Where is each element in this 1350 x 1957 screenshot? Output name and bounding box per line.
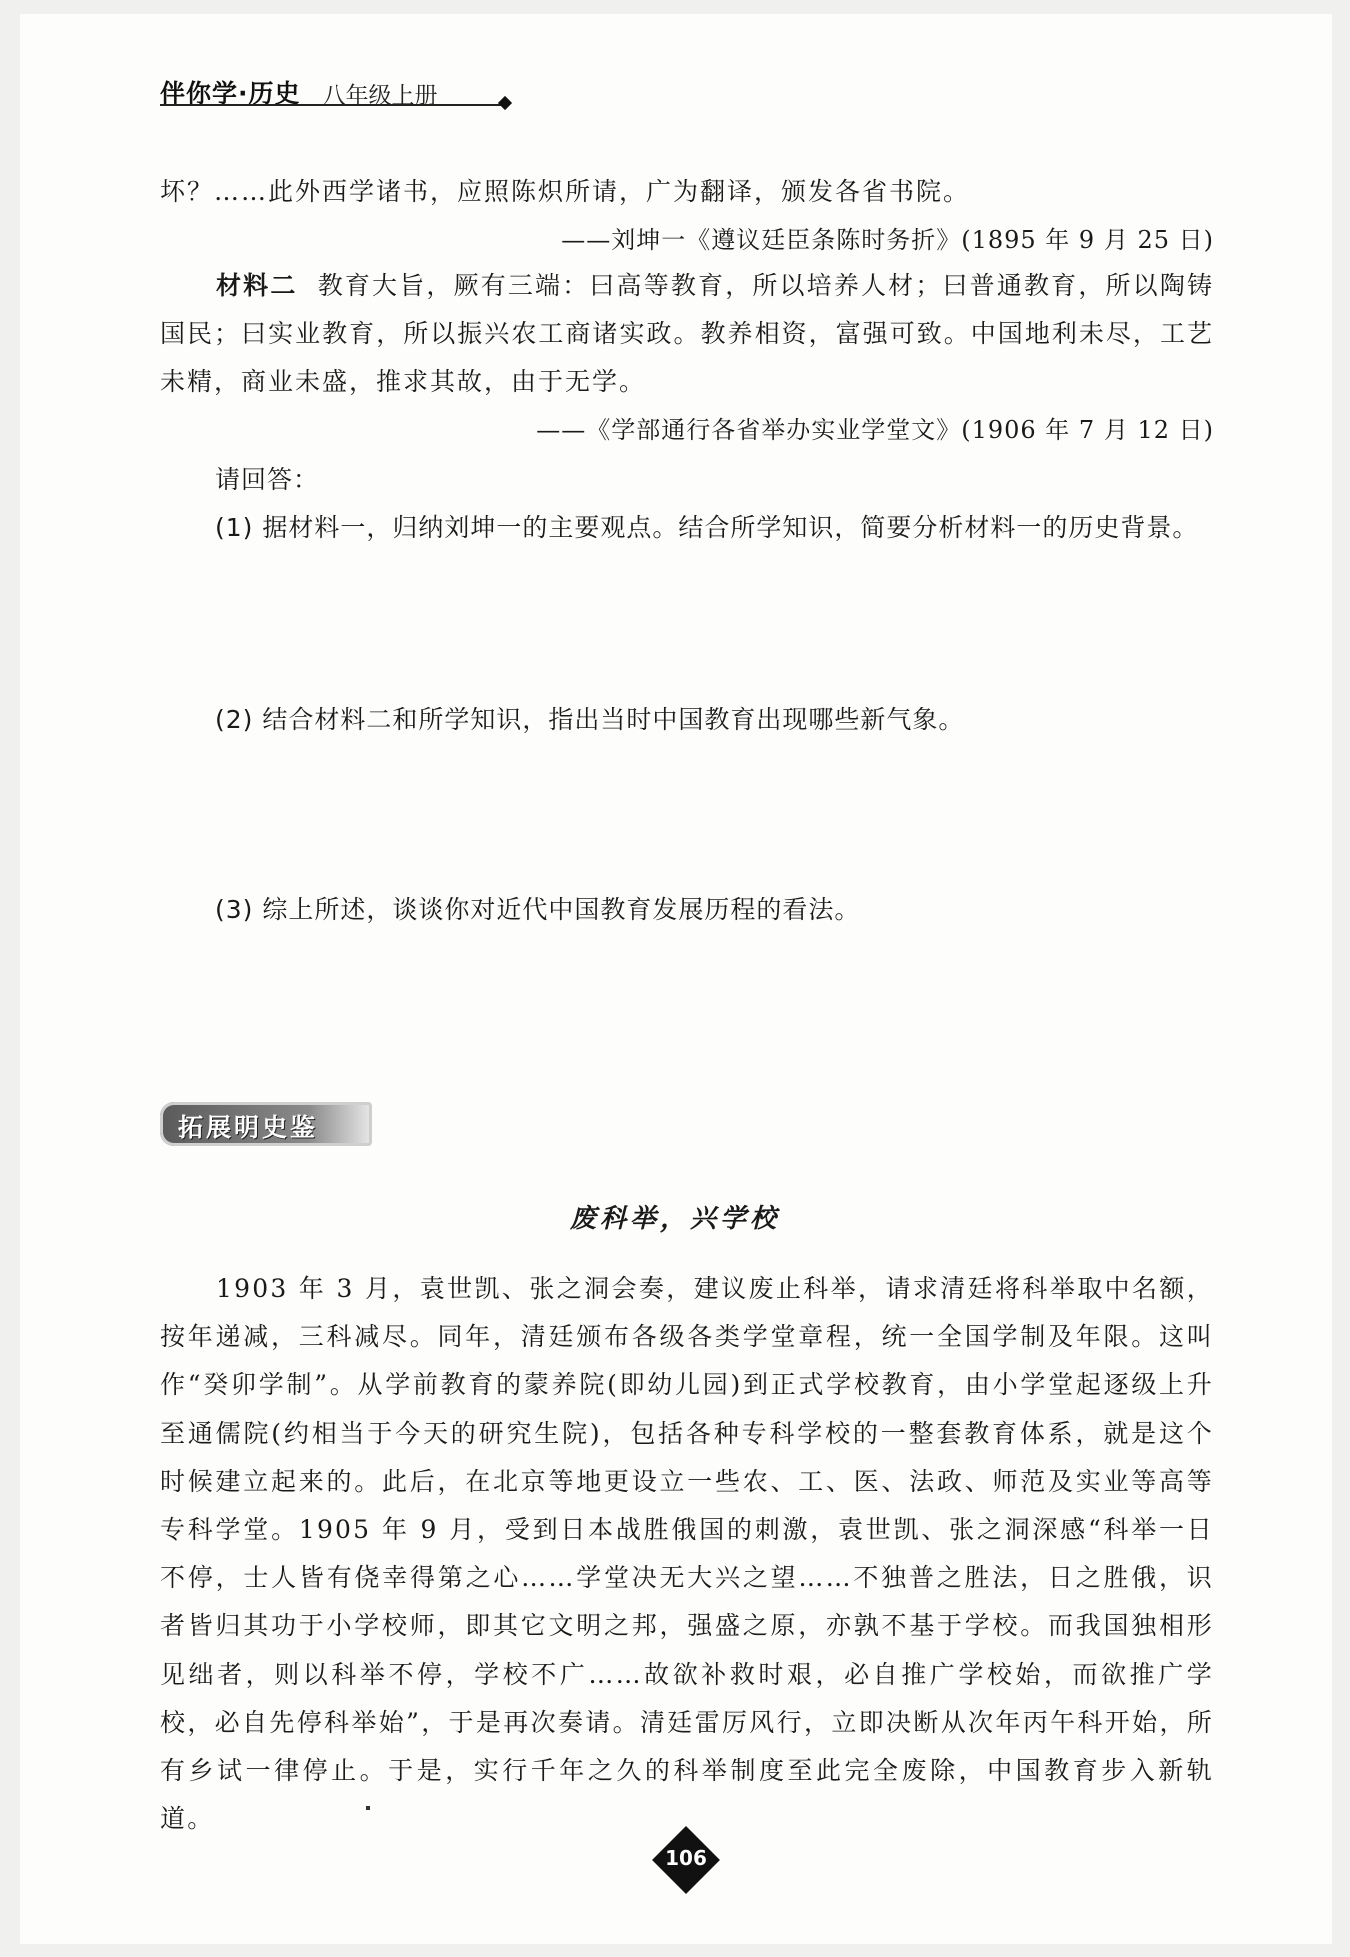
material2-paragraph [160, 262, 1214, 406]
material2-source: ——《学部通行各省举办实业学堂文》(1906 年 7 月 12 日) [536, 416, 1214, 444]
section-badge-label: 拓展明史鉴 [178, 1113, 319, 1142]
stray-dot [366, 1806, 370, 1810]
material2-label: 材料二 [216, 271, 298, 300]
question-1: (1) 据材料一，归纳刘坤一的主要观点。结合所学知识，简要分析材料一的历史背景。 [215, 513, 1199, 542]
article-title: 废科举，兴学校 [569, 1204, 780, 1234]
book-brand: 伴你学·历史 [160, 79, 301, 108]
question-prompt: 请回答： [215, 465, 320, 494]
material1-tail: 坏？……此外西学诸书，应照陈炽所请，广为翻译，颁发各省书院。 [160, 177, 971, 206]
material1-source: ——刘坤一《遵议廷臣条陈时务折》(1895 年 9 月 25 日) [561, 226, 1214, 254]
material2-text: 教育大旨，厥有三端：曰高等教育，所以培养人材；曰普通教育，所以陶铸国民；曰实业教育，所以振兴农工商诸实政。教养相资，富强可致。中国地利未尽，工艺未精，商业未盛，推求其故，由于无学。 [160, 271, 1214, 396]
section-badge [160, 1102, 372, 1146]
question-3: (3) 综上所述，谈谈你对近代中国教育发展历程的看法。 [215, 895, 861, 924]
question-2: (2) 结合材料二和所学知识，指出当时中国教育出现哪些新气象。 [215, 705, 965, 734]
page-number: 106 [665, 1846, 707, 1870]
grade-label: 八年级上册 [322, 83, 438, 109]
header-rule [160, 104, 505, 106]
article-body: 1903 年 3 月，袁世凯、张之洞会奏，建议废止科举，请求清廷将科举取中名额，按年递减，三科减尽。同年，清廷颁布各级各类学堂章程，统一全国学制及年限。这叫作“癸卯学制”。从学前教育的蒙养院(即幼儿园)到正式学校教育，由小学堂起逐级上升至通儒院(约相当于今天的研究生院)，包括各种专科学校的一整套教育体系，就是这个时候建立起来的。此后，在北京等地更设立一些农、工、医、法政、师范及实业等高等专科学堂。1905 年 9 月，受到日本战胜俄国的刺激，袁世凯、张之洞深感“科举一日不停，士人皆有侥幸得第之心……学堂决无大兴之望……不独普之胜法，日之胜俄，识者皆归其功于小学校师，即其它文明之邦，强盛之原，亦孰不基于学校。而我国独相形见绌者，则以科举不停，学校不广……故欲补救时艰，必自推广学校始，而欲推广学校，必自先停科举始”，于是再次奏请。清廷雷厉风行，立即决断从次年丙午科开始，所有乡试一律停止。于是，实行千年之久的科举制度至此完全废除，中国教育步入新轨道。 [160, 1274, 1214, 1834]
